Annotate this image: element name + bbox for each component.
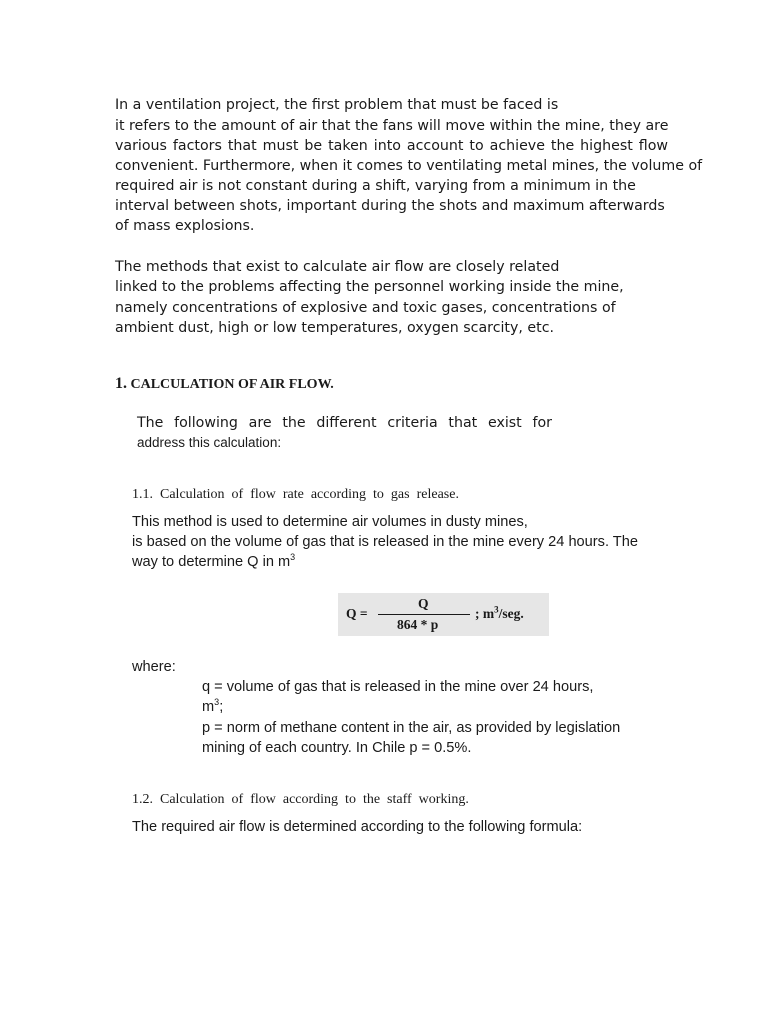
where-p-line-1: p = norm of methane content in the air, as provided by legislation (202, 720, 621, 736)
intro-p1-line-6: interval between shots, important during the shots and maximum afterwards (115, 198, 665, 214)
sub1-1-line-3-text: way to determine Q in m (132, 554, 291, 570)
sub1-1-line-1: This method is used to determine air volumes in dusty mines, (132, 514, 528, 530)
intro-p1-line-2: it refers to the amount of air that the fans will move within the mine, they are (115, 118, 669, 134)
formula-unit-sup: 3 (494, 604, 499, 615)
intro-p1-line-4: convenient. Furthermore, when it comes to ventilating metal mines, the volume of (115, 158, 703, 174)
formula-unit (475, 606, 524, 622)
where-q-line-1: q = volume of gas that is released in the mine over 24 hours, (202, 679, 594, 695)
formula-unit-suffix: /seg. (498, 606, 524, 621)
fraction-bar (378, 614, 470, 615)
section-number: 1. (115, 375, 127, 392)
intro-p2-line-3: namely concentrations of explosive and toxic gases, concentrations of (115, 300, 616, 316)
section-title: CALCULATION OF AIR FLOW. (130, 377, 334, 392)
where-p-line-2: mining of each country. In Chile p = 0.5%. (202, 740, 472, 756)
where-q-line-2 (202, 697, 223, 717)
formula-denominator: 864 * p (397, 617, 439, 632)
sub1-2-line-1: The required air flow is determined according to the following formula: (132, 819, 583, 835)
where-q-line-2-text: m (202, 699, 215, 715)
intro-p2-line-4: ambient dust, high or low temperatures, oxygen scarcity, etc. (115, 320, 555, 336)
intro-p1-line-7: of mass explosions. (115, 218, 255, 234)
intro-p2-line-2: linked to the problems affecting the personnel working inside the mine, (115, 279, 624, 295)
intro-p1-line-5: required air is not constant during a shift, varying from a minimum in the (115, 178, 636, 194)
where-label: where: (132, 659, 176, 675)
sub1-1-line-3 (132, 552, 295, 572)
where-q-line-2-suffix: ; (219, 699, 224, 715)
sub1-1-line-3-sup: 3 (290, 552, 296, 563)
intro-p2-line-1: The methods that exist to calculate air flow are closely related (115, 259, 560, 275)
section-intro-line-1: The following are the different criteria that exist for (137, 415, 552, 431)
section-heading (115, 374, 334, 395)
section-intro-line-2: address this calculation: (137, 435, 282, 450)
subsection-1-2-title: 1.2. Calculation of flow according to the staff working. (132, 792, 469, 807)
formula-unit-prefix: ; m (475, 606, 495, 621)
subsection-1-1-title: 1.1. Calculation of flow rate according to gas release. (132, 487, 459, 502)
intro-p1-line-1: In a ventilation project, the first problem that must be faced is (115, 97, 559, 113)
where-q-line-2-sup: 3 (214, 697, 220, 708)
formula-lhs: Q = (346, 606, 368, 621)
formula-numerator: Q (418, 596, 429, 611)
sub1-1-line-2: is based on the volume of gas that is released in the mine every 24 hours. The (132, 534, 638, 550)
intro-p1-line-3: various factors that must be taken into account to achieve the highest flow (115, 138, 668, 154)
